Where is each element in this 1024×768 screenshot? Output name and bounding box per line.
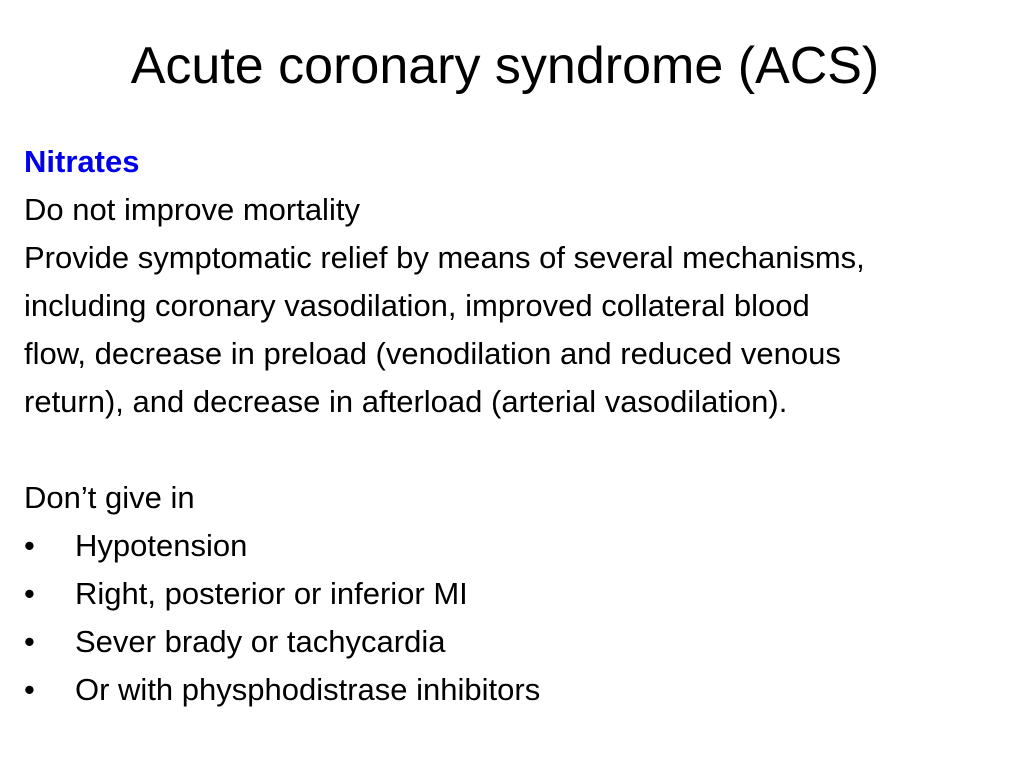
bullet-icon: • xyxy=(24,672,35,707)
list-item-text: Right, posterior or inferior MI xyxy=(75,576,468,611)
body-line: Provide symptomatic relief by means of several mechanisms, xyxy=(24,240,865,275)
section-heading: Nitrates xyxy=(24,144,140,179)
body-line: return), and decrease in afterload (arterial vasodilation). xyxy=(24,384,788,419)
list-item-text: Hypotension xyxy=(75,528,248,563)
list-item xyxy=(24,618,1014,666)
contraindication-list xyxy=(24,522,1014,714)
slide-body xyxy=(24,138,1014,714)
list-item-text: Or with physphodistrase inhibitors xyxy=(75,672,541,707)
list-item xyxy=(24,522,1014,570)
body-line: Do not improve mortality xyxy=(24,192,360,227)
body-line: including coronary vasodilation, improved collateral blood xyxy=(24,288,810,323)
list-item xyxy=(24,570,1014,618)
subheading: Don’t give in xyxy=(24,480,195,515)
bullet-icon: • xyxy=(24,624,35,659)
list-item-text: Sever brady or tachycardia xyxy=(75,624,446,659)
bullet-icon: • xyxy=(24,576,35,611)
list-item xyxy=(24,666,1014,714)
slide-title: Acute coronary syndrome (ACS) xyxy=(130,37,880,95)
blank-line xyxy=(24,426,1014,474)
bullet-icon: • xyxy=(24,528,35,563)
body-line: flow, decrease in preload (venodilation and reduced venous xyxy=(24,336,841,371)
